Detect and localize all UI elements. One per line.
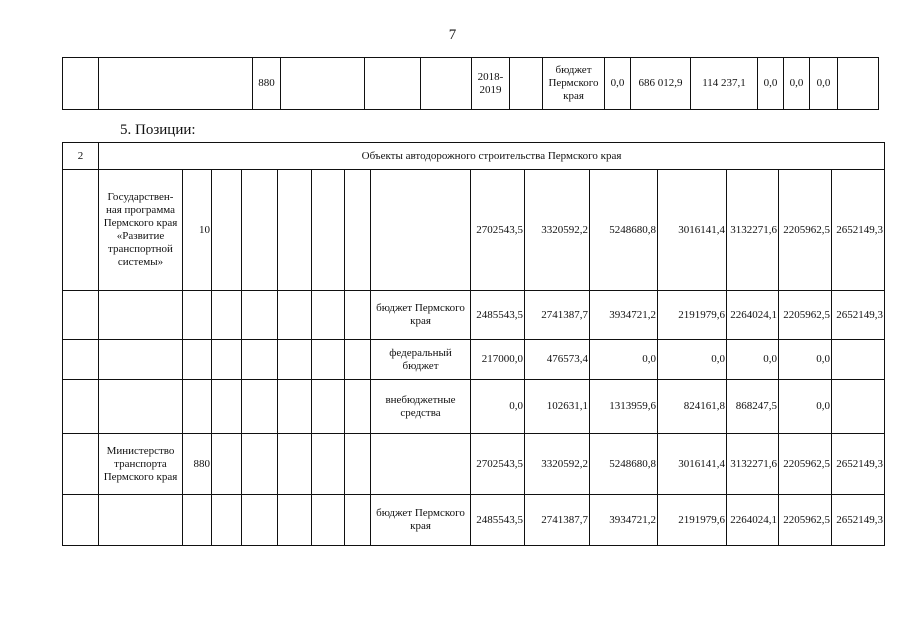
table-cell	[63, 291, 99, 340]
program-name-cell	[99, 291, 183, 340]
table-cell	[63, 380, 99, 434]
value-cell: 2485543,5	[471, 495, 525, 546]
table-cell	[510, 58, 543, 110]
code-cell	[183, 291, 212, 340]
table-cell	[312, 170, 345, 291]
table-cell	[312, 340, 345, 380]
table-cell: 880	[253, 58, 281, 110]
value-cell: 3016141,4	[658, 170, 727, 291]
value-cell: 2652149,3	[832, 434, 885, 495]
table-cell	[278, 380, 312, 434]
table-cell	[838, 58, 879, 110]
value-cell: 3934721,2	[590, 495, 658, 546]
value-cell: 0,0	[727, 340, 779, 380]
table-cell	[278, 291, 312, 340]
table-cell	[278, 495, 312, 546]
value-cell: 868247,5	[727, 380, 779, 434]
table-cell	[365, 58, 421, 110]
table-cell	[242, 291, 278, 340]
value-cell	[832, 380, 885, 434]
code-cell	[183, 495, 212, 546]
table-row	[63, 340, 885, 380]
table-cell	[63, 340, 99, 380]
value-cell: 2264024,1	[727, 495, 779, 546]
table-cell	[212, 380, 242, 434]
table-cell	[312, 380, 345, 434]
value-cell: 3320592,2	[525, 170, 590, 291]
table-cell	[63, 170, 99, 291]
value-cell: 0,0	[658, 340, 727, 380]
table-cell	[63, 58, 99, 110]
program-name-cell	[99, 340, 183, 380]
category-number: 2	[63, 143, 99, 170]
value-cell: 2264024,1	[727, 291, 779, 340]
table-row	[63, 170, 885, 291]
table-cell	[312, 291, 345, 340]
code-cell	[183, 380, 212, 434]
table-cell	[242, 380, 278, 434]
table-cell	[212, 495, 242, 546]
value-cell: 0,0	[590, 340, 658, 380]
value-cell: 217000,0	[471, 340, 525, 380]
table-row	[63, 434, 885, 495]
table-cell	[345, 340, 371, 380]
funding-source-cell: бюджет Пермского края	[371, 291, 471, 340]
funding-source-cell: бюджет Пермского края	[371, 495, 471, 546]
value-cell: 3132271,6	[727, 434, 779, 495]
value-cell: 102631,1	[525, 380, 590, 434]
value-cell: 3934721,2	[590, 291, 658, 340]
table-cell	[345, 434, 371, 495]
value-cell: 1313959,6	[590, 380, 658, 434]
table-cell	[345, 170, 371, 291]
funding-source-cell	[371, 170, 471, 291]
value-cell: 0,0	[779, 340, 832, 380]
value-cell: 3016141,4	[658, 434, 727, 495]
program-name-cell	[99, 495, 183, 546]
funding-source-cell	[371, 434, 471, 495]
value-cell: 824161,8	[658, 380, 727, 434]
code-cell: 10	[183, 170, 212, 291]
value-cell: 2702543,5	[471, 434, 525, 495]
table-cell	[212, 340, 242, 380]
table-cell	[312, 495, 345, 546]
category-row	[63, 143, 885, 170]
value-cell: 3320592,2	[525, 434, 590, 495]
value-cell: 0,0	[471, 380, 525, 434]
value-cell: 686 012,9	[631, 58, 691, 110]
table-cell	[421, 58, 472, 110]
table-cell	[345, 380, 371, 434]
value-cell: 2702543,5	[471, 170, 525, 291]
value-cell: 0,0	[758, 58, 784, 110]
table-cell	[63, 434, 99, 495]
value-cell: 0,0	[779, 380, 832, 434]
program-name-cell	[99, 380, 183, 434]
value-cell: 5248680,8	[590, 434, 658, 495]
table-row	[63, 291, 885, 340]
continuation-table	[62, 57, 879, 110]
page-number: 7	[448, 27, 457, 43]
value-cell: 2205962,5	[779, 495, 832, 546]
program-name-cell: Министерство транспорта Пермского края	[99, 434, 183, 495]
code-cell: 880	[183, 434, 212, 495]
table-cell	[242, 170, 278, 291]
value-cell: 2191979,6	[658, 291, 727, 340]
value-cell: 0,0	[810, 58, 838, 110]
table-cell	[278, 170, 312, 291]
value-cell: 2652149,3	[832, 170, 885, 291]
value-cell: 0,0	[605, 58, 631, 110]
funding-source-cell: федеральный бюджет	[371, 340, 471, 380]
table-cell	[345, 291, 371, 340]
value-cell: 114 237,1	[691, 58, 758, 110]
value-cell: 2205962,5	[779, 170, 832, 291]
table-cell	[242, 495, 278, 546]
table-cell	[99, 58, 253, 110]
table-cell	[212, 291, 242, 340]
table-cell	[345, 495, 371, 546]
funding-source-cell: внебюджетные средства	[371, 380, 471, 434]
value-cell: 0,0	[784, 58, 810, 110]
value-cell: 476573,4	[525, 340, 590, 380]
table-cell	[278, 340, 312, 380]
program-name-cell: Государствен-ная программа Пермского края «Развитие транспортной системы»	[99, 170, 183, 291]
value-cell: 2191979,6	[658, 495, 727, 546]
category-title: Объекты автодорожного строительства Пермского края	[99, 143, 885, 170]
table-cell	[281, 58, 365, 110]
section-heading: 5. Позиции:	[120, 122, 196, 138]
period-cell: 2018- 2019	[472, 58, 510, 110]
source-cell: бюджет Пермского края	[543, 58, 605, 110]
value-cell: 3132271,6	[727, 170, 779, 291]
table-row	[63, 380, 885, 434]
table-row	[63, 58, 879, 110]
value-cell: 2741387,7	[525, 495, 590, 546]
value-cell: 5248680,8	[590, 170, 658, 291]
value-cell: 2485543,5	[471, 291, 525, 340]
table-cell	[63, 495, 99, 546]
table-cell	[212, 434, 242, 495]
value-cell: 2652149,3	[832, 495, 885, 546]
value-cell: 2652149,3	[832, 291, 885, 340]
value-cell: 2205962,5	[779, 291, 832, 340]
table-row	[63, 495, 885, 546]
table-cell	[242, 434, 278, 495]
table-cell	[242, 340, 278, 380]
table-cell	[312, 434, 345, 495]
table-cell	[212, 170, 242, 291]
positions-table	[62, 142, 885, 546]
table-cell	[278, 434, 312, 495]
value-cell	[832, 340, 885, 380]
value-cell: 2205962,5	[779, 434, 832, 495]
code-cell	[183, 340, 212, 380]
value-cell: 2741387,7	[525, 291, 590, 340]
